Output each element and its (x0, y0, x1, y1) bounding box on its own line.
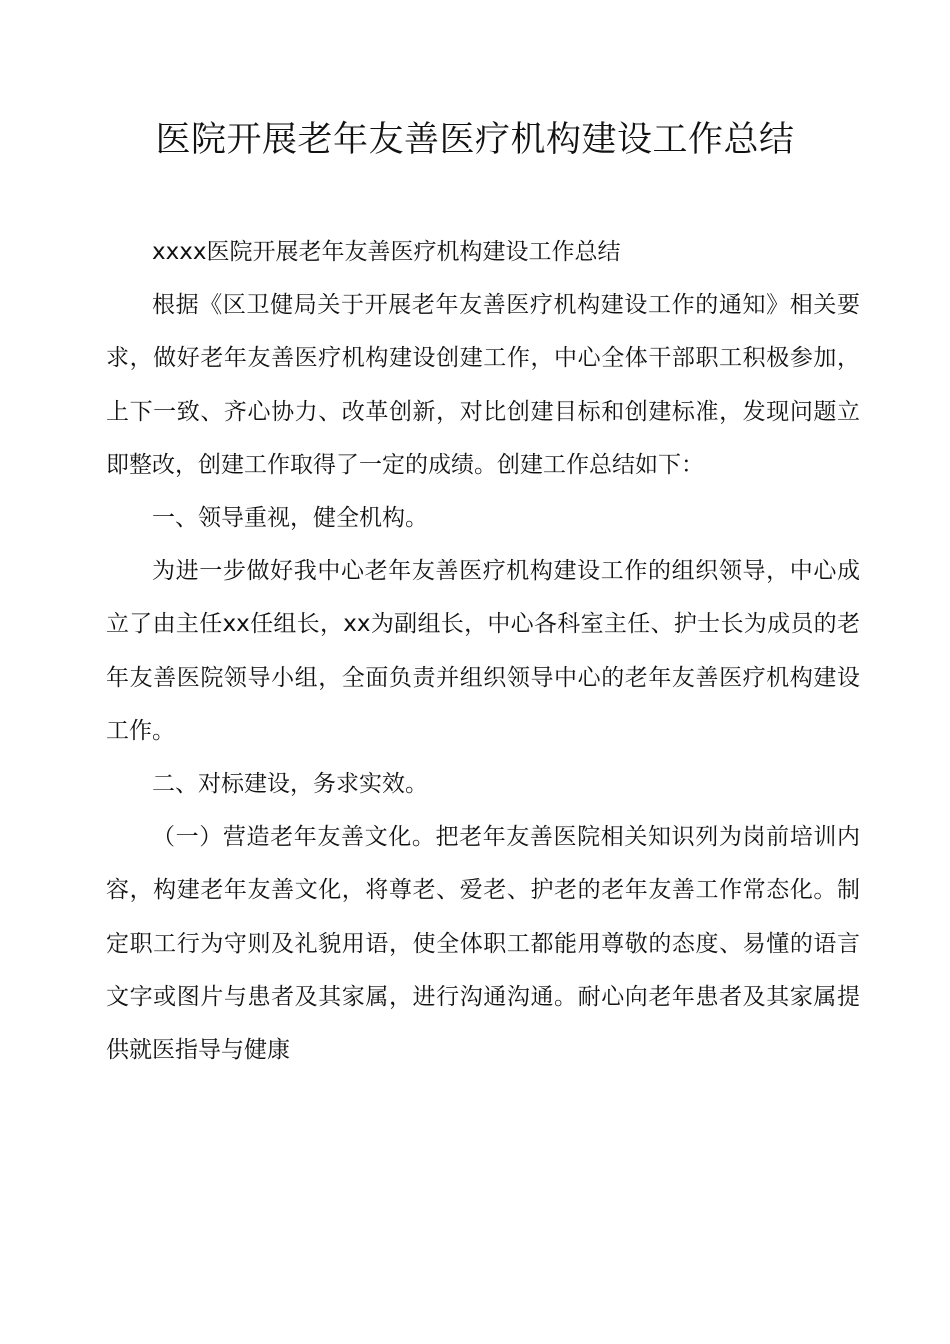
document-body (106, 226, 860, 1077)
document-title: 医院开展老年友善医疗机构建设工作总结 (155, 120, 795, 160)
section-heading-2: 二、对标建设，务求实效。 (152, 771, 428, 798)
intro-paragraph: 根据《区卫健局关于开展老年友善医疗机构建设工作的通知》相关要求，做好老年友善医疗机构建设创建工作，中心全体干部职工积极参加，上下一致、齐心协力、改革创新，对比创建目标和创建标准，发现问题立即整改，创建工作取得了一定的成绩。创建工作总结如下： (106, 292, 860, 478)
subtitle-paragraph: xxxx医院开展老年友善医疗机构建设工作总结 (152, 239, 621, 265)
section-1-paragraph: 为进一步做好我中心老年友善医疗机构建设工作的组织领导，中心成立了由主任xx任组长，xx为副组长，中心各科室主任、护士长为成员的老年友善医院领导小组，全面负责并组织领导中心的老年友善医疗机构建设工作。 (106, 558, 860, 744)
section-heading-1: 一、领导重视，健全机构。 (152, 505, 428, 532)
section-2-paragraph: （一）营造老年友善文化。把老年友善医院相关知识列为岗前培训内容，构建老年友善文化，将尊老、爱老、护老的老年友善工作常态化。制定职工行为守则及礼貌用语，使全体职工都能用尊敬的态度、易懂的语言文字或图片与患者及其家属，进行沟通沟通。耐心向老年患者及其家属提供就医指导与健康 (106, 824, 860, 1064)
